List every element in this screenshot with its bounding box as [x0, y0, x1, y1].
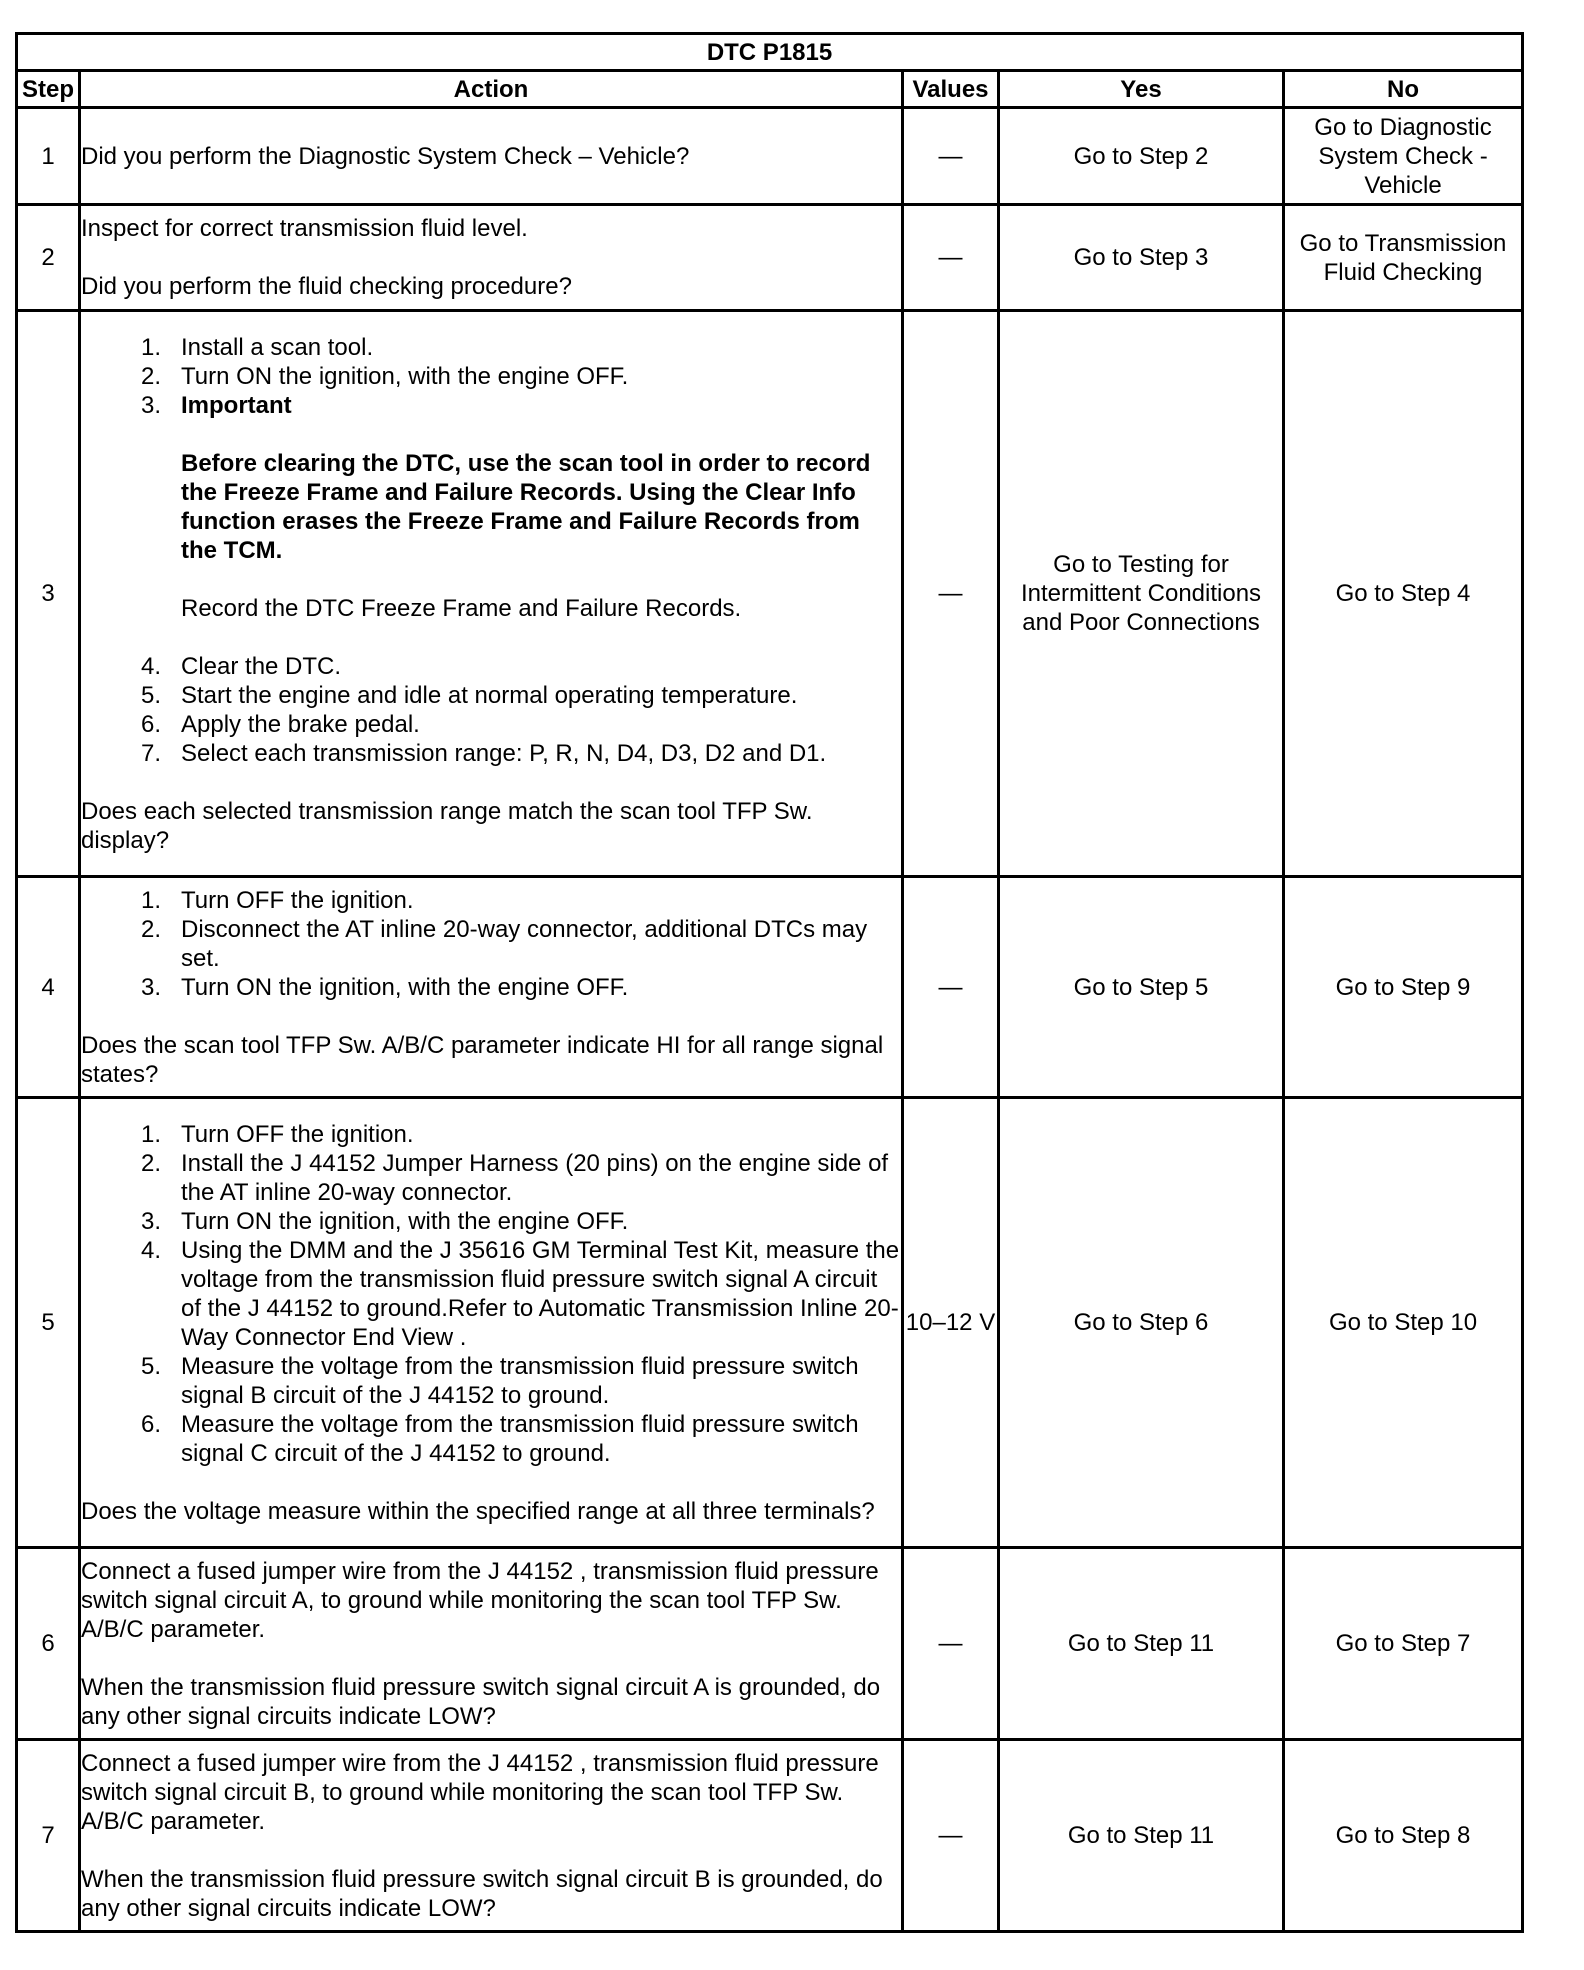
no-cell: Go to Step 8 — [1284, 1740, 1523, 1932]
values-cell: — — [903, 205, 999, 311]
values-cell: 10–12 V — [903, 1098, 999, 1548]
action-cell — [80, 205, 903, 311]
dtc-table — [15, 32, 1524, 1933]
list-item: 2. Install the J 44152 Jumper Harness (20 pins) on the engine side of the AT inline 20-way connector. — [141, 1149, 889, 1206]
table-row — [17, 1098, 1523, 1548]
yes-cell: Go to Testing for Intermittent Conditions and Poor Connections — [999, 311, 1284, 877]
yes-cell: Go to Step 2 — [999, 108, 1284, 205]
action-cell — [80, 108, 903, 205]
action-question: When the transmission fluid pressure switch signal circuit B is grounded, do any other signal circuits indicate LOW? — [81, 1865, 883, 1922]
action-text: Connect a fused jumper wire from the J 44152 , transmission fluid pressure switch signal circuit A, to ground while monitoring the scan tool TFP Sw. A/B/C parameter. — [81, 1557, 879, 1643]
values-cell: — — [903, 1740, 999, 1932]
header-step: Step — [17, 71, 80, 108]
table-row — [17, 108, 1523, 205]
action-question: Does the voltage measure within the specified range at all three terminals? — [81, 1497, 875, 1525]
action-question: Does each selected transmission range match the scan tool TFP Sw. display? — [81, 797, 813, 854]
action-text: Inspect for correct transmission fluid level. — [81, 215, 528, 242]
list-item: 4. Using the DMM and the J 35616 GM Terminal Test Kit, measure the voltage from the transmission fluid pressure switch signal A circuit of the J 44152 to ground.Refer to Automatic Transmission Inline 20-Way Connector End View . — [141, 1236, 900, 1351]
step-number: 5 — [17, 1098, 80, 1548]
no-cell: Go to Step 4 — [1284, 311, 1523, 877]
list-item: 2. Disconnect the AT inline 20-way connector, additional DTCs may set. — [141, 915, 868, 972]
list-item: 3. Important — [141, 391, 292, 419]
list-item: 3. Turn ON the ignition, with the engine OFF. — [141, 1207, 629, 1235]
yes-cell: Go to Step 11 — [999, 1548, 1284, 1740]
action-cell — [80, 1548, 903, 1740]
action-cell — [80, 877, 903, 1098]
yes-cell: Go to Step 6 — [999, 1098, 1284, 1548]
action-text: Connect a fused jumper wire from the J 44152 , transmission fluid pressure switch signal circuit B, to ground while monitoring the scan tool TFP Sw. A/B/C parameter. — [81, 1749, 879, 1835]
header-action: Action — [80, 71, 903, 108]
yes-cell: Go to Step 11 — [999, 1740, 1284, 1932]
list-item: 6. Measure the voltage from the transmission fluid pressure switch signal C circuit of the J 44152 to ground. — [141, 1410, 859, 1467]
table-row — [17, 311, 1523, 877]
list-item: 3. Turn ON the ignition, with the engine OFF. — [141, 973, 629, 1001]
procedure-list — [81, 652, 901, 768]
header-row — [17, 71, 1523, 108]
header-values: Values — [903, 71, 999, 108]
table-row — [17, 1548, 1523, 1740]
values-cell: — — [903, 1548, 999, 1740]
list-item: 4. Clear the DTC. — [141, 652, 342, 680]
list-item: 6. Apply the brake pedal. — [141, 710, 420, 738]
list-item: 1. Turn OFF the ignition. — [141, 1120, 414, 1148]
list-item: 7. Select each transmission range: P, R, N, D4, D3, D2 and D1. — [141, 739, 827, 767]
list-item: 5. Start the engine and idle at normal operating temperature. — [141, 681, 798, 709]
procedure-list — [81, 333, 901, 420]
header-no: No — [1284, 71, 1523, 108]
table-row — [17, 205, 1523, 311]
step-number: 3 — [17, 311, 80, 877]
important-note: Before clearing the DTC, use the scan tool in order to record the Freeze Frame and Failure Records. Using the Clear Info function erases the Freeze Frame and Failure Records from the TCM. — [181, 449, 871, 564]
action-question: Did you perform the fluid checking procedure? — [81, 273, 572, 300]
step-number: 1 — [17, 108, 80, 205]
procedure-list — [81, 1120, 901, 1468]
no-cell: Go to Transmission Fluid Checking — [1284, 205, 1523, 311]
no-cell: Go to Step 10 — [1284, 1098, 1523, 1548]
action-cell — [80, 1740, 903, 1932]
step-number: 6 — [17, 1548, 80, 1740]
list-item: 5. Measure the voltage from the transmission fluid pressure switch signal B circuit of the J 44152 to ground. — [141, 1352, 859, 1409]
table-title: DTC P1815 — [17, 34, 1523, 71]
list-item: 1. Turn OFF the ignition. — [141, 886, 414, 914]
action-cell — [80, 311, 903, 877]
action-text: Did you perform the Diagnostic System Check – Vehicle? — [81, 142, 690, 170]
list-item: 1. Install a scan tool. — [141, 333, 374, 361]
record-note: Record the DTC Freeze Frame and Failure Records. — [181, 594, 742, 622]
procedure-list — [81, 886, 901, 1002]
yes-cell: Go to Step 5 — [999, 877, 1284, 1098]
values-cell: — — [903, 108, 999, 205]
step-number: 4 — [17, 877, 80, 1098]
list-item: 2. Turn ON the ignition, with the engine OFF. — [141, 362, 629, 390]
action-question: Does the scan tool TFP Sw. A/B/C parameter indicate HI for all range signal states? — [81, 1031, 884, 1088]
values-cell: — — [903, 311, 999, 877]
action-question: When the transmission fluid pressure switch signal circuit A is grounded, do any other signal circuits indicate LOW? — [81, 1673, 881, 1730]
table-row — [17, 1740, 1523, 1932]
action-cell — [80, 1098, 903, 1548]
step-number: 7 — [17, 1740, 80, 1932]
no-cell: Go to Step 9 — [1284, 877, 1523, 1098]
values-cell: — — [903, 877, 999, 1098]
no-cell: Go to Diagnostic System Check - Vehicle — [1284, 108, 1523, 205]
table-row — [17, 877, 1523, 1098]
yes-cell: Go to Step 3 — [999, 205, 1284, 311]
no-cell: Go to Step 7 — [1284, 1548, 1523, 1740]
step-number: 2 — [17, 205, 80, 311]
header-yes: Yes — [999, 71, 1284, 108]
